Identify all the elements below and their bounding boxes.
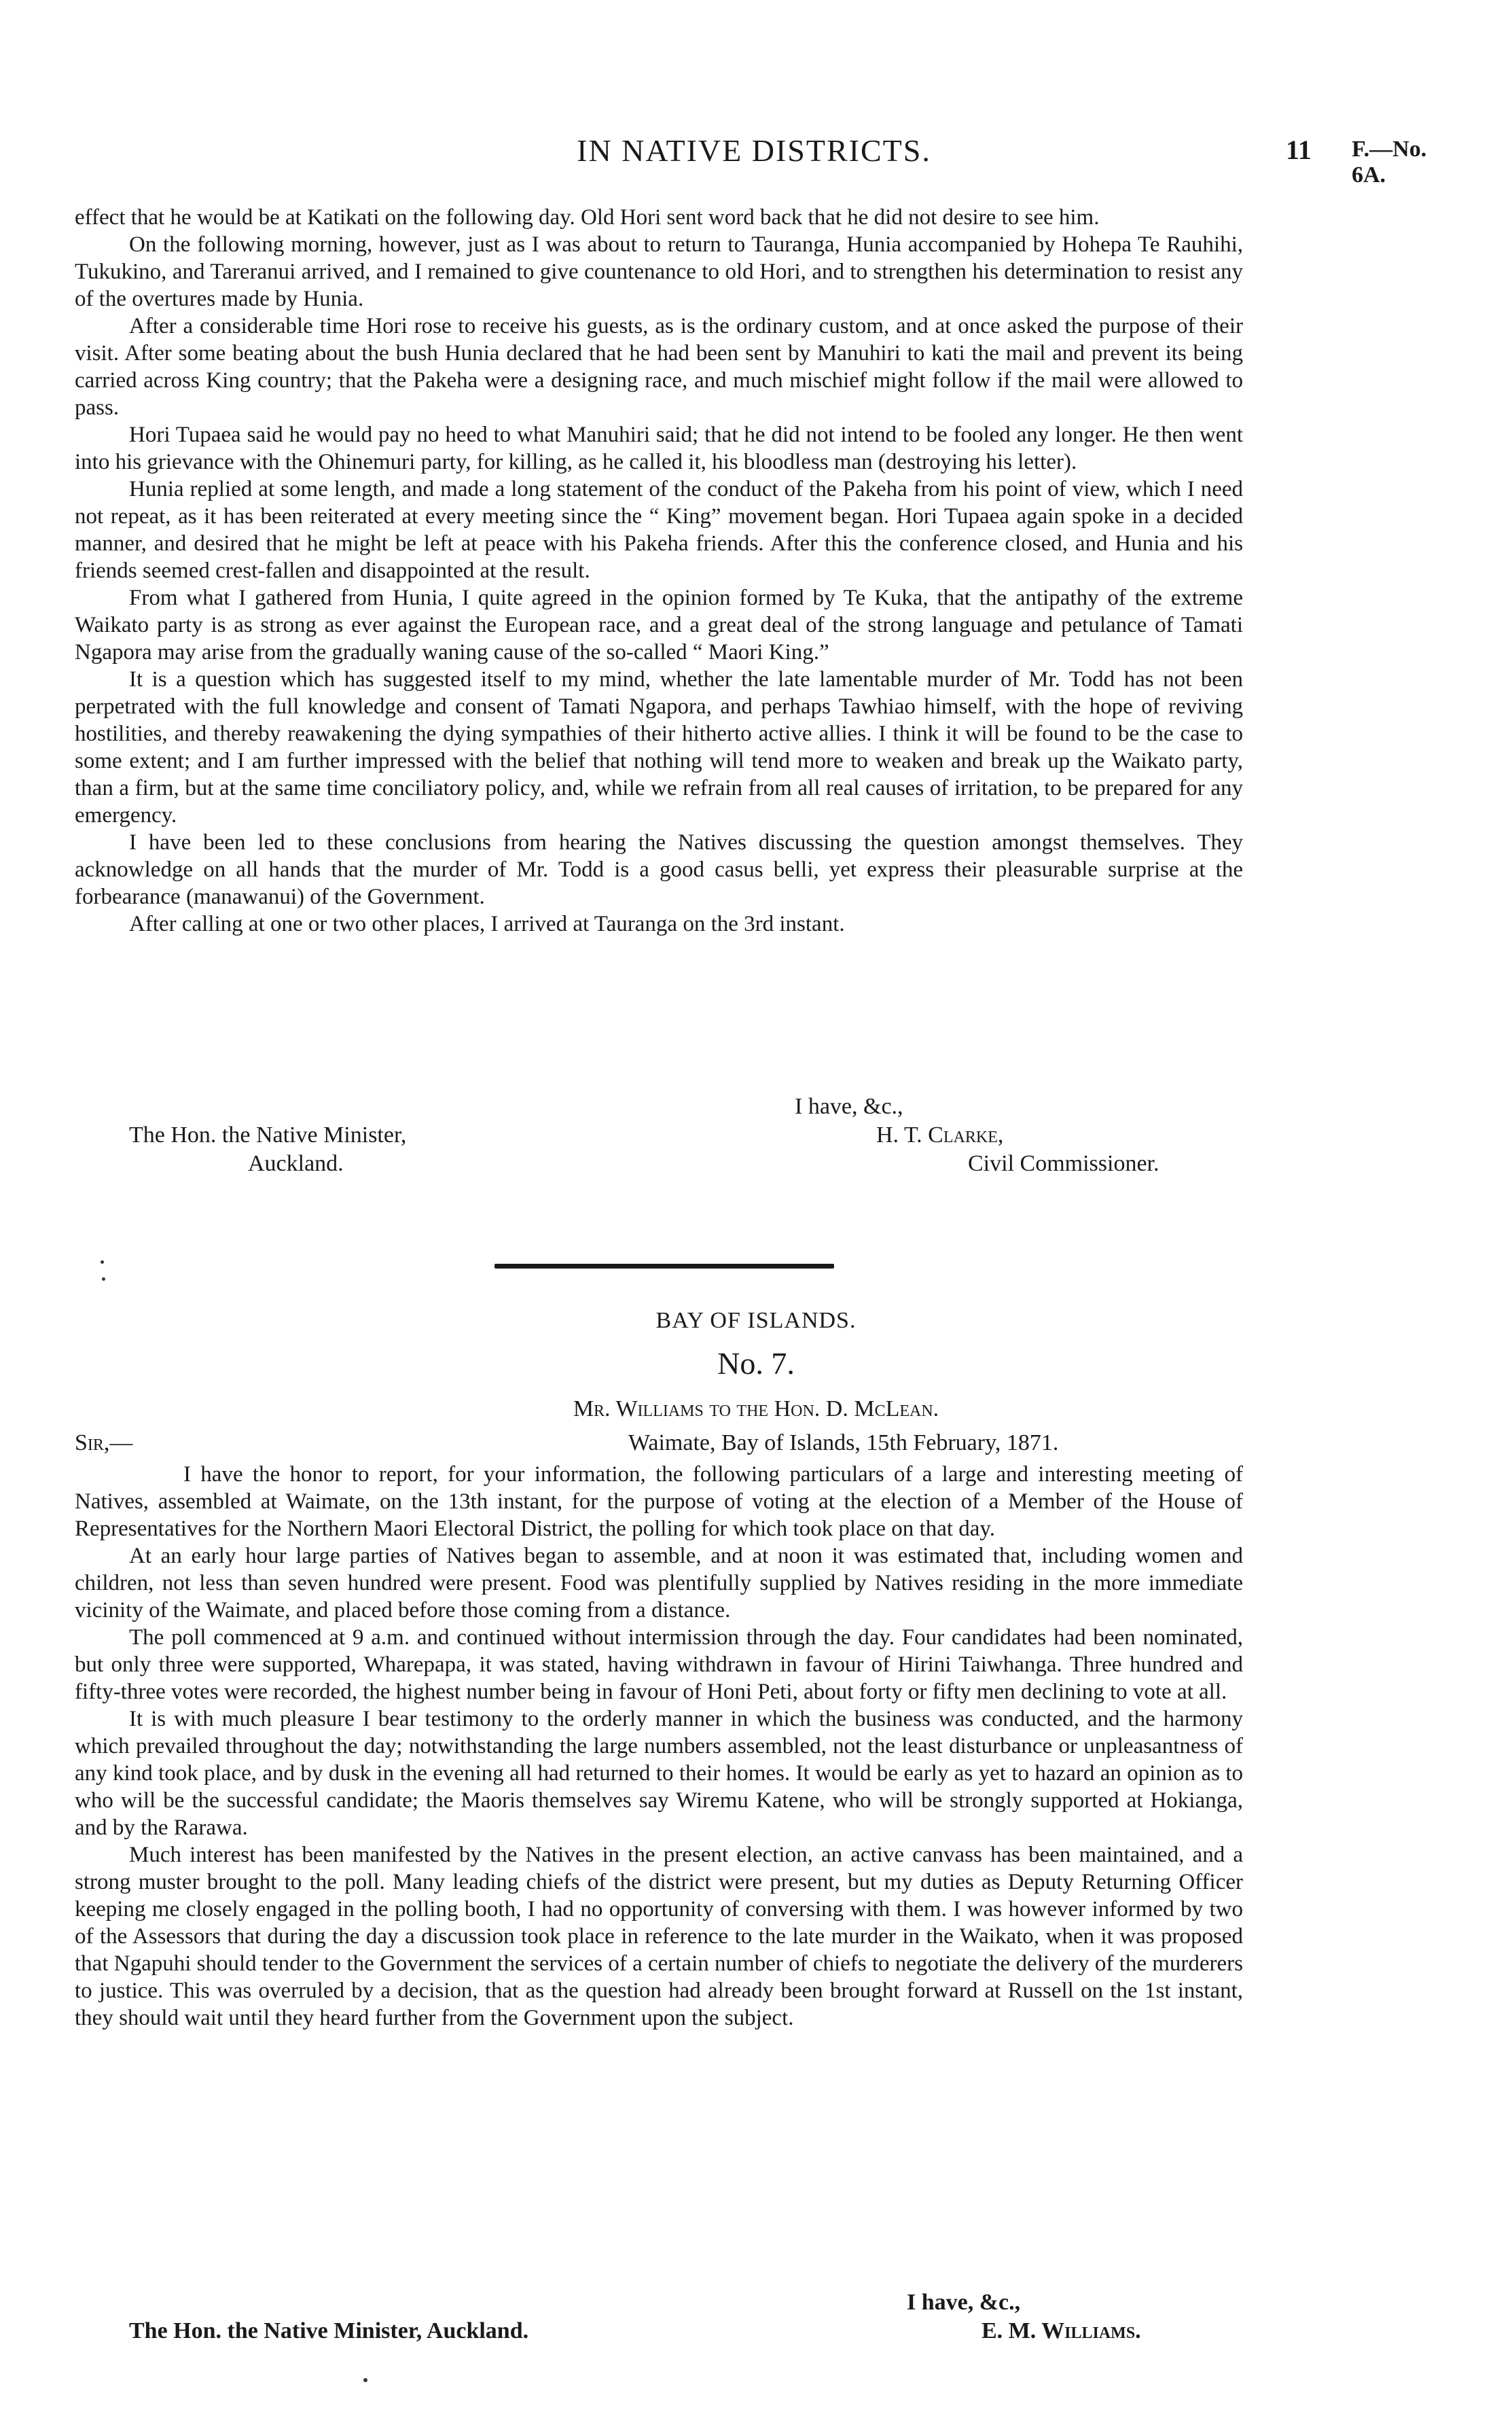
paragraph: From what I gathered from Hunia, I quite agreed in the opinion formed by Te Kuka, that the antipathy of the extreme Waikato party is as strong as ever against the European race, and a great deal of the strong language and petulance of Tamati Ngapora may arise from the gradually waning cause of the so-called “ Maori King.” (75, 586, 1243, 664)
addressee-place: Auckland. (248, 1151, 344, 1176)
paragraph: I have been led to these conclusions from hearing the Natives discussing the question amongst themselves. They acknowledge on all hands that the murder of Mr. Todd is a good casus belli, yet express their pleasurable surprise at the forbearance (manawanui) of the Government. (75, 830, 1243, 909)
paragraph: It is a question which has suggested itself to my mind, whether the late lamentable murder of Mr. Todd has not been perpetrated with the full knowledge and consent of Tamati Ngapora, and perhaps Tawhiao himself, with the hope of reviving hostilities, and thereby reawakening the dying sympathies of their hitherto active allies. I think it will be found to be the case to some extent; and I am further impressed with the belief that nothing will tend more to weaken and break up the Waikato party, than a firm, but at the same time conciliatory policy, and, while we refrain from all real causes of irritation, to be prepared for any emergency. (75, 667, 1243, 828)
paragraph: On the following morning, however, just as I was about to return to Tauranga, Hunia accompanied by Hohepa Te Rauhihi, Tukukino, and Tareranui arrived, and I remained to give countenance to old Hori, and to strengthen his determination to resist any of the overtures made by Hunia. (75, 232, 1243, 311)
signer-title: Civil Commissioner. (968, 1151, 1159, 1176)
page-number: 11 (1286, 135, 1312, 165)
paragraph: After a considerable time Hori rose to receive his guests, as is the ordinary custom, and at once asked the purpose of their visit. After some beating about the bush Hunia declared that he had been sent by Manuhiri to kati the mail and prevent its being carried across King country; that the Pakeha were a designing race, and much mischief might follow if the mail were allowed to pass. (75, 314, 1243, 420)
letter-number: No. 7. (717, 1346, 795, 1381)
addressee-line: The Hon. the Native Minister, Auckland. (129, 2318, 529, 2343)
section-title: BAY OF ISLANDS. (655, 1308, 857, 1333)
closing-formula: I have, &c., (795, 1094, 903, 1119)
page-title: IN NATIVE DISTRICTS. (577, 133, 931, 168)
print-speck (363, 2378, 367, 2382)
paragraph: After calling at one or two other places, I arrived at Tauranga on the 3rd instant. (129, 912, 845, 936)
dateline: Waimate, Bay of Islands, 15th February, 1871. (628, 1430, 1059, 1455)
paragraph: Much interest has been manifested by the Natives in the present election, an active canvass has been maintained, and a strong muster brought to the poll. Many leading chiefs of the district were present, but my duties as Deputy Returning Officer keeping me closely engaged in the polling booth, I had no opportunity of conversing with them. I was however informed by two of the Assessors that during the day a discussion took place in reference to the late murder in the Waikato, when it was proposed that Ngapuhi should tender to the Government the services of a certain number of chiefs to negotiate the delivery of the murderers to justice. This was overruled by a decision, that as the question had already been brought forward at Russell on the 1st instant, they should wait until they heard further from the Government upon the subject. (75, 1843, 1243, 2030)
paragraph: The poll commenced at 9 a.m. and continued without intermission through the day. Four candidates had been nominated, but only three were supported, Wharepapa, it was stated, having withdrawn in favour of Hirini Taiwhanga. Three hundred and fifty-three votes were recorded, the highest number being in favour of Honi Peti, about forty or fifty men declining to vote at all. (75, 1625, 1243, 1704)
paragraph: Hunia replied at some length, and made a long statement of the conduct of the Pakeha from his point of view, which I need not repeat, as it has been reiterated at every meeting since the “ King” movement began. Hori Tupaea again spoke in a decided manner, and desired that he might be left at peace with his Pakeha friends. After this the conference closed, and Hunia and his friends seemed crest-fallen and disappointed at the result. (75, 477, 1243, 583)
paragraph: Hori Tupaea said he would pay no heed to what Manuhiri said; that he did not intend to be fooled any longer. He then went into his grievance with the Ohinemuri party, for killing, as he called it, his bloodless man (destroying his letter). (75, 423, 1243, 474)
signer-name: H. T. Clarke, (876, 1122, 1004, 1148)
closing-formula: I have, &c., (907, 2290, 1021, 2315)
section-divider (494, 1264, 834, 1269)
document-reference: F.—No. 6A. (1352, 137, 1427, 188)
print-speck (102, 1277, 105, 1281)
paragraph: I have the honor to report, for your information, the following particulars of a large and interesting meeting of Natives, assembled at Waimate, on the 13th instant, for the purpose of voting at the election of a Member of the House of Representatives for the Northern Maori Electoral District, the polling for which took place on that day. (75, 1462, 1243, 1541)
print-speck (101, 1260, 104, 1264)
letter-clarke-body (75, 204, 1243, 938)
running-header (75, 132, 1433, 188)
paragraph: It is with much pleasure I bear testimony to the orderly manner in which the business was conducted, and the harmony which prevailed throughout the day; notwithstanding the large numbers assembled, not the least disturbance or unpleasantness of any kind took place, and by dusk in the evening all had returned to their homes. It would be early as yet to hazard an opinion as to who will be the successful candidate; the Maoris themselves say Wiremu Katene, who will be strongly supported at Hokianga, and by the Rarawa. (75, 1707, 1243, 1840)
signer-name: E. M. Williams. (982, 2318, 1141, 2343)
paragraph: effect that he would be at Katikati on the following day. Old Hori sent word back that he did not desire to see him. (75, 205, 1100, 230)
letter-williams-body (75, 1461, 1243, 2032)
letter-from-to: Mr. Williams to the Hon. D. McLean. (573, 1396, 939, 1421)
salutation: Sir,— (75, 1430, 133, 1455)
paragraph: At an early hour large parties of Natives began to assemble, and at noon it was estimated that, including women and children, not less than seven hundred were present. Food was plentifully supplied by Natives residing in the more immediate vicinity of the Waimate, and placed before those coming from a distance. (75, 1544, 1243, 1623)
addressee-line: The Hon. the Native Minister, (129, 1122, 407, 1148)
